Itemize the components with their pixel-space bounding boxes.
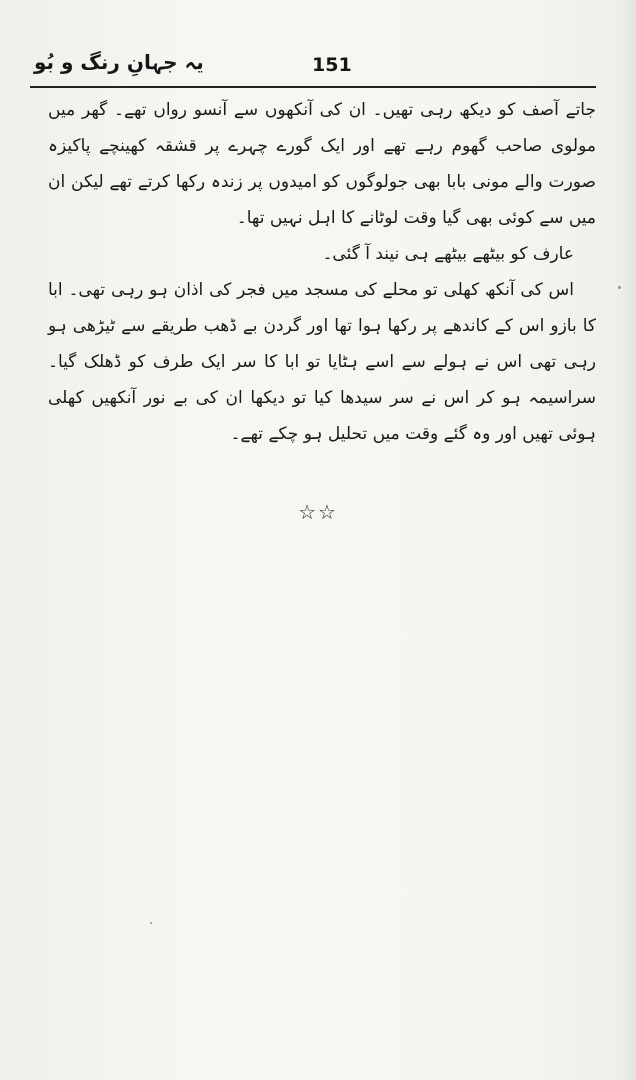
header-rule	[30, 86, 596, 88]
page-header	[30, 50, 596, 86]
paper-speck	[618, 286, 621, 289]
paragraph-2: عارف کو بیٹھے بیٹھے ہی نیند آ گئی۔	[322, 244, 574, 264]
section-divider-stars: ☆☆	[298, 500, 338, 524]
page-number: 151	[312, 54, 352, 76]
page-edge-shadow	[622, 0, 636, 1080]
paragraph-1: جاتے آصف کو دیکھ رہی تھیں۔ ان کی آنکھوں سے آنسو رواں تھے۔ گھر میں مولوی صاحب گھوم رہے تھے اور ایک گورے چہرے پر قشقہ کھینچے پاکیزہ صورت والے مونی بابا بھی جولوگوں کو امیدوں پر زندہ رکھا کرتے تھے لیکن ان میں سے کوئی بھی گیا وقت لوٹانے کا اہل نہیں تھا۔	[48, 100, 596, 228]
book-title: یہ جہانِ رنگ و بُو	[34, 50, 204, 74]
paper-speck	[150, 922, 152, 924]
body-text	[48, 92, 596, 452]
paragraph-3: اس کی آنکھ کھلی تو محلے کی مسجد میں فجر کی اذان ہو رہی تھی۔ ابا کا بازو اس کے کاندھے پر رکھا ہوا تھا اور گردن بے ڈھب طریقے سے ٹیڑھی ہو رہی تھی اس نے ہولے سے اسے ہٹایا تو ابا کا سر ایک طرف کو ڈھلک گیا۔ سراسیمہ ہو کر اس نے سر سیدھا کیا تو دیکھا ان کی بے نور آنکھیں کھلی ہوئی تھیں اور وہ گئے وقت میں تحلیل ہو چکے تھے۔	[48, 280, 596, 444]
